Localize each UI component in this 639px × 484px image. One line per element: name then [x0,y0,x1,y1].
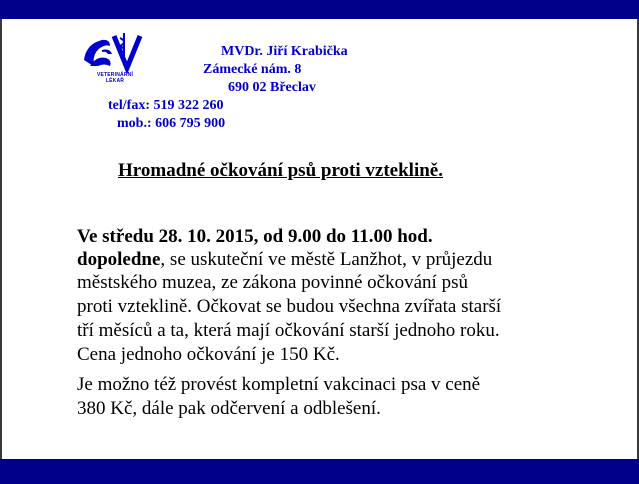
logo-caption [80,72,150,84]
left-frame-border [0,19,2,459]
phone-fax: tel/fax: 519 322 260 [108,98,224,113]
body-line-5: tří měsíců a ta, která mají očkování starší jednoho roku. [77,320,500,341]
body-line-2 [77,248,492,271]
logo-caption-line-1: VETERINÁRNÍ [96,72,134,78]
notice-heading: Hromadné očkování psů proti vzteklině. [118,160,443,181]
mobile-phone: mob.: 606 795 900 [117,116,226,131]
top-frame-bar [0,0,639,19]
address-street: Zámecké nám. 8 [203,62,302,77]
bottom-frame-bar [0,459,639,484]
body-line-2-rest: , se uskuteční ve městě Lanžhot, v průjezdu [160,249,493,270]
body-line-6: Cena jednoho očkování je 150 Kč. [77,344,340,365]
vet-name: MVDr. Jiří Krabička [221,44,348,59]
veterinary-logo-icon [80,30,150,90]
body-line-2-bold: dopoledne [77,249,161,270]
logo-caption-line-2: LÉKAŘ [105,78,125,84]
address-city: 690 02 Břeclav [228,80,316,95]
body-line-4: proti vzteklině. Očkovat se budou všechna zvířata starší [77,296,502,317]
body-line-8: 380 Kč, dále pak odčervení a odblešení. [77,398,381,419]
body-line-7: Je možno též provést kompletní vakcinaci psa v ceně [77,374,481,395]
body-line-3: městského muzea, ze zákona povinné očkování psů [77,272,468,293]
body-line-1: Ve středu 28. 10. 2015, od 9.00 do 11.00 hod. [77,226,433,247]
